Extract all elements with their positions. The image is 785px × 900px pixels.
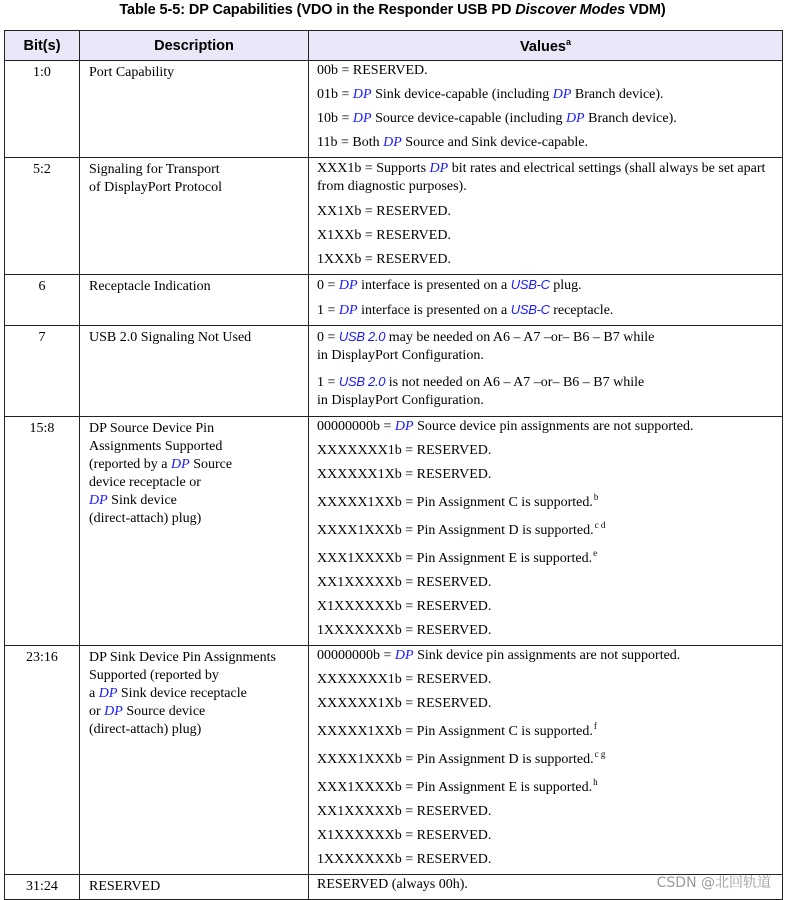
value-line: XXXXXX1Xb = RESERVED. (317, 696, 492, 711)
value-line: XXX1XXXXb = Pin Assignment E is supported.$^e$ (317, 548, 598, 566)
dp-link[interactable]: DP (89, 493, 108, 508)
values-cell (309, 417, 783, 646)
description-cell: Receptacle Indication (80, 275, 309, 326)
table-row (5, 326, 783, 417)
table-caption (0, 2, 785, 18)
dp-link[interactable]: DP (171, 457, 190, 472)
value-line: 10b = DP Source device-capable (including DP Branch device). (317, 111, 677, 126)
table-row (5, 61, 783, 158)
value-line: XXXXX1XXb = Pin Assignment C is supported.$^b$ (317, 492, 599, 510)
usb-c-link[interactable]: USB-C (510, 277, 550, 292)
dp-link[interactable]: DP (338, 278, 358, 293)
value-line: XX1XXXXXb = RESERVED. (317, 804, 492, 819)
footnote-ref: h (593, 777, 598, 787)
bits-cell: 23:16 (5, 646, 80, 875)
usb-2-link[interactable]: USB 2.0 (338, 374, 386, 389)
footnote-ref: a (565, 37, 571, 47)
value-line: 00b = RESERVED. (317, 63, 428, 78)
value-line: XXXXXXX1b = RESERVED. (317, 443, 492, 458)
value-line: 11b = Both DP Source and Sink device-capable. (317, 135, 588, 150)
footnote-ref: e (593, 548, 598, 558)
dp-link[interactable]: DP (552, 87, 572, 102)
bits-cell: 31:24 (5, 875, 80, 900)
values-cell (309, 326, 783, 417)
bits-cell: 7 (5, 326, 80, 417)
value-line: XXX1b = Supports DP bit rates and electrical settings (shall always be set apart from diagnostic purposes). (317, 161, 766, 194)
dp-link[interactable]: DP (338, 303, 358, 318)
caption-italic: Discover Modes (515, 2, 626, 18)
value-line: XX1Xb = RESERVED. (317, 204, 451, 219)
dp-link[interactable]: DP (394, 419, 414, 434)
description-cell: Port Capability (80, 61, 309, 158)
value-line: XXX1XXXXb = Pin Assignment E is supported.$^h$ (317, 777, 598, 795)
watermark: CSDN @北回轨道 (656, 875, 771, 891)
dp-link[interactable]: DP (352, 87, 372, 102)
dp-capabilities-table (4, 30, 783, 900)
values-cell (309, 275, 783, 326)
dp-link[interactable]: DP (352, 111, 372, 126)
table-row (5, 275, 783, 326)
value-line: X1XXb = RESERVED. (317, 228, 451, 243)
footnote-ref: f (593, 721, 597, 731)
value-line: XX1XXXXXb = RESERVED. (317, 575, 492, 590)
usb-2-link[interactable]: USB 2.0 (338, 329, 386, 344)
usb-c-link[interactable]: USB-C (510, 302, 550, 317)
value-line: X1XXXXXXb = RESERVED. (317, 599, 492, 614)
description-cell: USB 2.0 Signaling Not Used (80, 326, 309, 417)
value-line: 0 = USB 2.0 may be needed on A6 – A7 –or– B6 – B7 while in DisplayPort Configuration. (317, 329, 655, 363)
header-values-label: Values (520, 39, 566, 55)
table-row (5, 646, 783, 875)
description-cell: DP Sink Device Pin Assignments Supported (reported by a DP Sink device receptacle or DP Source device (direct-attach) plug) (80, 646, 309, 875)
value-line: RESERVED (always 00h). (317, 877, 468, 892)
value-line: 00000000b = DP Source device pin assignments are not supported. (317, 419, 694, 434)
value-line: 1XXXXXXXb = RESERVED. (317, 623, 492, 638)
values-cell (309, 61, 783, 158)
value-line: 1XXXXXXXb = RESERVED. (317, 852, 492, 867)
footnote-ref: c g (594, 749, 606, 759)
values-cell (309, 646, 783, 875)
bits-cell: 15:8 (5, 417, 80, 646)
caption-text: Table 5-5: DP Capabilities (VDO in the Responder USB PD (119, 2, 516, 18)
value-line: XXXX1XXXb = Pin Assignment D is supported.$^{c d}$ (317, 520, 606, 538)
header-values (309, 31, 783, 61)
bits-cell: 1:0 (5, 61, 80, 158)
header-row (5, 31, 783, 61)
bits-cell: 6 (5, 275, 80, 326)
value-line: 0 = DP interface is presented on a USB-C plug. (317, 277, 582, 293)
description-cell: DP Source Device Pin Assignments Supported (reported by a DP Source device receptacle or DP Sink device (direct-attach) plug) (80, 417, 309, 646)
value-line: XXXX1XXXb = Pin Assignment D is supported.$^{c g}$ (317, 749, 606, 767)
value-line: 01b = DP Sink device-capable (including DP Branch device). (317, 87, 664, 102)
values-cell (309, 158, 783, 275)
table-row (5, 158, 783, 275)
footnote-ref: c d (594, 520, 606, 530)
description-cell: RESERVED (80, 875, 309, 900)
value-line: XXXXXXX1b = RESERVED. (317, 672, 492, 687)
value-line: X1XXXXXXb = RESERVED. (317, 828, 492, 843)
dp-link[interactable]: DP (565, 111, 585, 126)
value-line: 1XXXb = RESERVED. (317, 252, 451, 267)
table-row (5, 417, 783, 646)
value-line: XXXXX1XXb = Pin Assignment C is supported.$^f$ (317, 721, 597, 739)
value-line: 1 = DP interface is presented on a USB-C receptacle. (317, 302, 614, 318)
dp-link[interactable]: DP (104, 704, 123, 719)
value-line: XXXXXX1Xb = RESERVED. (317, 467, 492, 482)
footnote-ref: b (593, 492, 599, 502)
description-cell: Signaling for Transport of DisplayPort Protocol (80, 158, 309, 275)
header-bits: Bit(s) (5, 31, 80, 61)
value-line: 00000000b = DP Sink device pin assignments are not supported. (317, 648, 681, 663)
dp-link[interactable]: DP (429, 161, 449, 176)
dp-link[interactable]: DP (394, 648, 414, 663)
dp-link[interactable]: DP (383, 135, 402, 150)
caption-suffix: VDM) (625, 2, 666, 18)
bits-cell: 5:2 (5, 158, 80, 275)
value-line: 1 = USB 2.0 is not needed on A6 – A7 –or– B6 – B7 while in DisplayPort Configuration. (317, 374, 645, 408)
dp-link[interactable]: DP (98, 686, 118, 701)
header-description: Description (80, 31, 309, 61)
